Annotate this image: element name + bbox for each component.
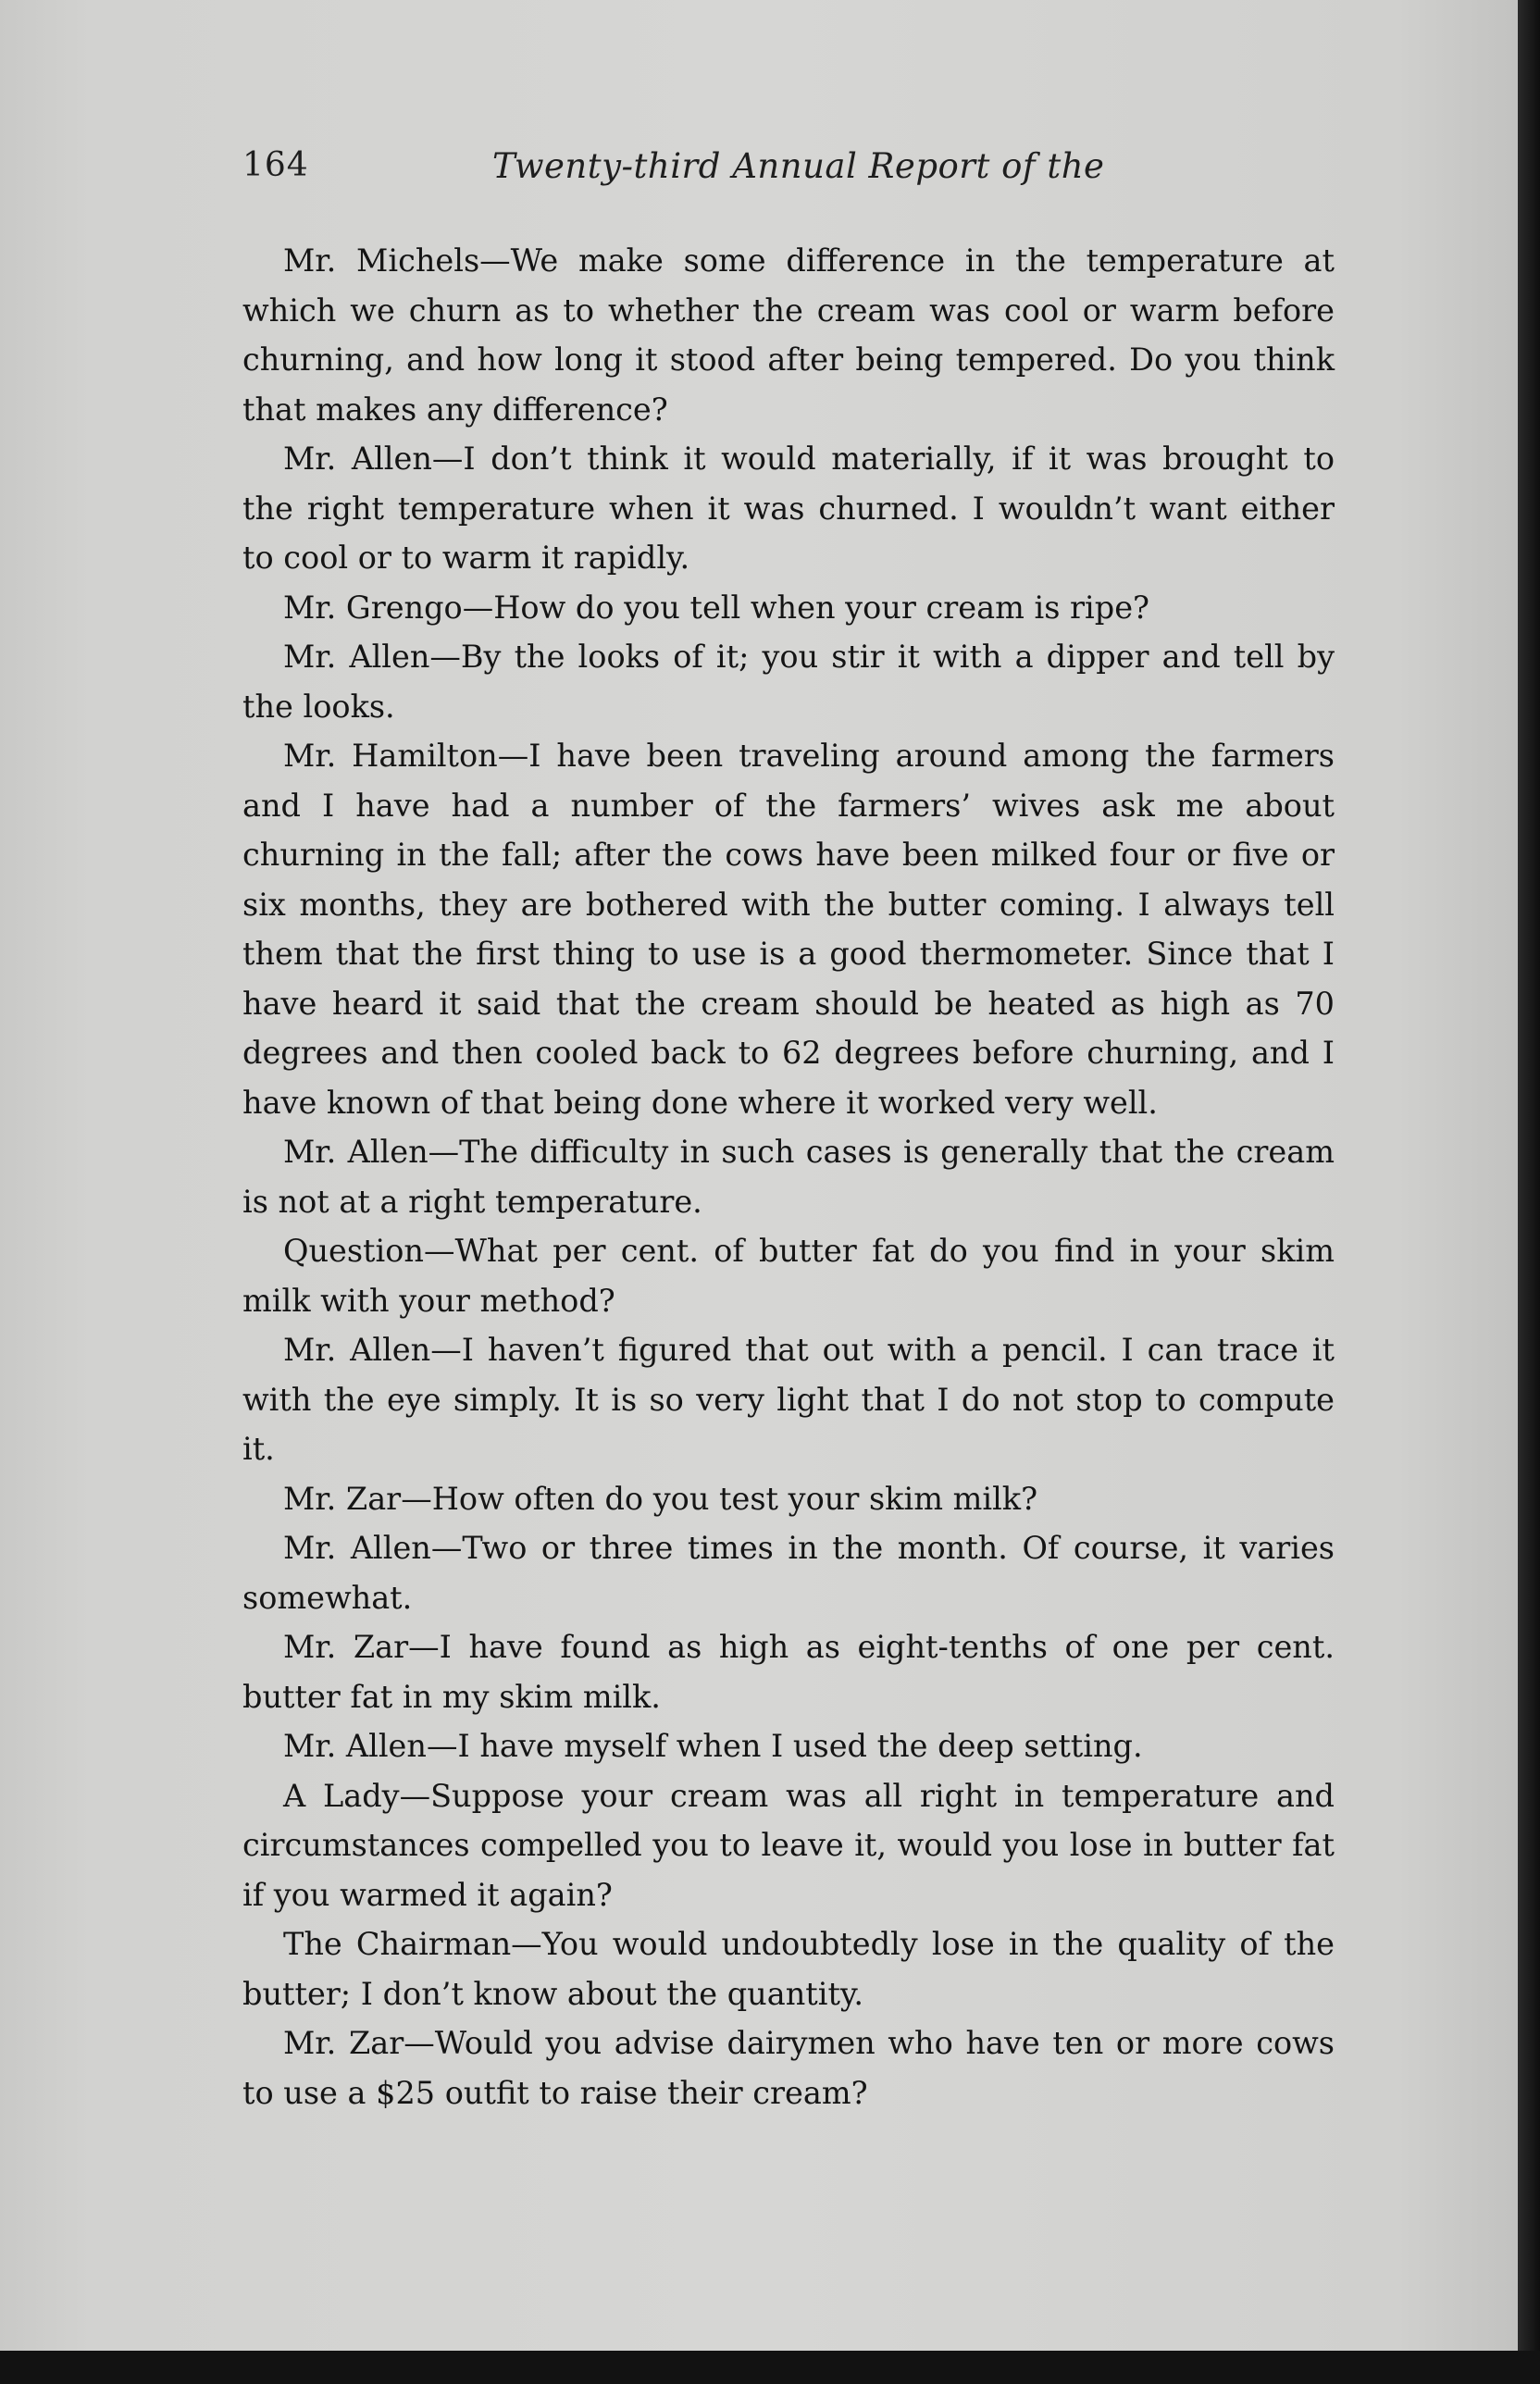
paragraph-chairman-quality: The Chairman—You would undoubtedly lose in the quality of the butter; I don’t know about the quantity. <box>242 1926 1335 2012</box>
running-title: Twenty-third Annual Report of the <box>492 146 1105 186</box>
paragraph-hamilton-thermometer: Mr. Hamilton—I have been traveling around among the farmers and I have had a number of the farmers’ wives ask me about churning in the fall; after the cows have been milked four or five or six months, they are bothered with the butter coming. I always tell them that the first thing to use is a good thermometer. Since that I have heard it said that the cream should be heated as high as 70 degrees and then cooled back to 62 degrees before churning, and I have known of that being done where it worked very well. <box>242 738 1335 1121</box>
paragraph-michels-temperature: Mr. Michels—We make some difference in the temperature at which we churn as to whether the cream was cool or warm before churning, and how long it stood after being tempered. Do you think that makes any difference? <box>242 242 1335 428</box>
paragraph-lady-suppose: A Lady—Suppose your cream was all right in temperature and circumstances compelled you to leave it, would you lose in butter fat if you warmed it again? <box>242 1777 1335 1913</box>
paragraph-allen-two-or-three: Mr. Allen—Two or three times in the month. Of course, it varies somewhat. <box>242 1530 1335 1616</box>
paragraph-grengo-ripe: Mr. Grengo—How do you tell when your cream is ripe? <box>283 589 1150 626</box>
paragraph-zar-how-often: Mr. Zar—How often do you test your skim milk? <box>283 1480 1038 1517</box>
page-body-text <box>242 236 1335 2117</box>
paragraph-allen-pencil: Mr. Allen—I haven’t figured that out with a pencil. I can trace it with the eye simply. It is so very light that I do not stop to compute it. <box>242 1332 1335 1467</box>
scan-bottom-edge <box>0 2351 1540 2384</box>
paragraph-zar-outfit: Mr. Zar—Would you advise dairymen who have ten or more cows to use a $25 outfit to raise their cream? <box>242 2025 1335 2111</box>
paragraph-allen-materially: Mr. Allen—I don’t think it would materially, if it was brought to the right temperature when it was churned. I wouldn’t want either to cool or to warm it rapidly. <box>242 441 1335 576</box>
paragraph-allen-deep-setting: Mr. Allen—I have myself when I used the deep setting. <box>283 1728 1143 1764</box>
paragraph-question-butter-fat: Question—What per cent. of butter fat do you find in your skim milk with your method? <box>242 1233 1335 1319</box>
paragraph-allen-looks: Mr. Allen—By the looks of it; you stir it with a dipper and tell by the looks. <box>242 639 1335 725</box>
scan-right-edge <box>1518 0 1540 2384</box>
page-header <box>242 146 1316 192</box>
paragraph-zar-eight-tenths: Mr. Zar—I have found as high as eight-tenths of one per cent. butter fat in my skim milk. <box>242 1629 1335 1715</box>
page-number: 164 <box>242 146 309 184</box>
paragraph-allen-difficulty: Mr. Allen—The difficulty in such cases is generally that the cream is not at a right temperature. <box>242 1134 1335 1220</box>
